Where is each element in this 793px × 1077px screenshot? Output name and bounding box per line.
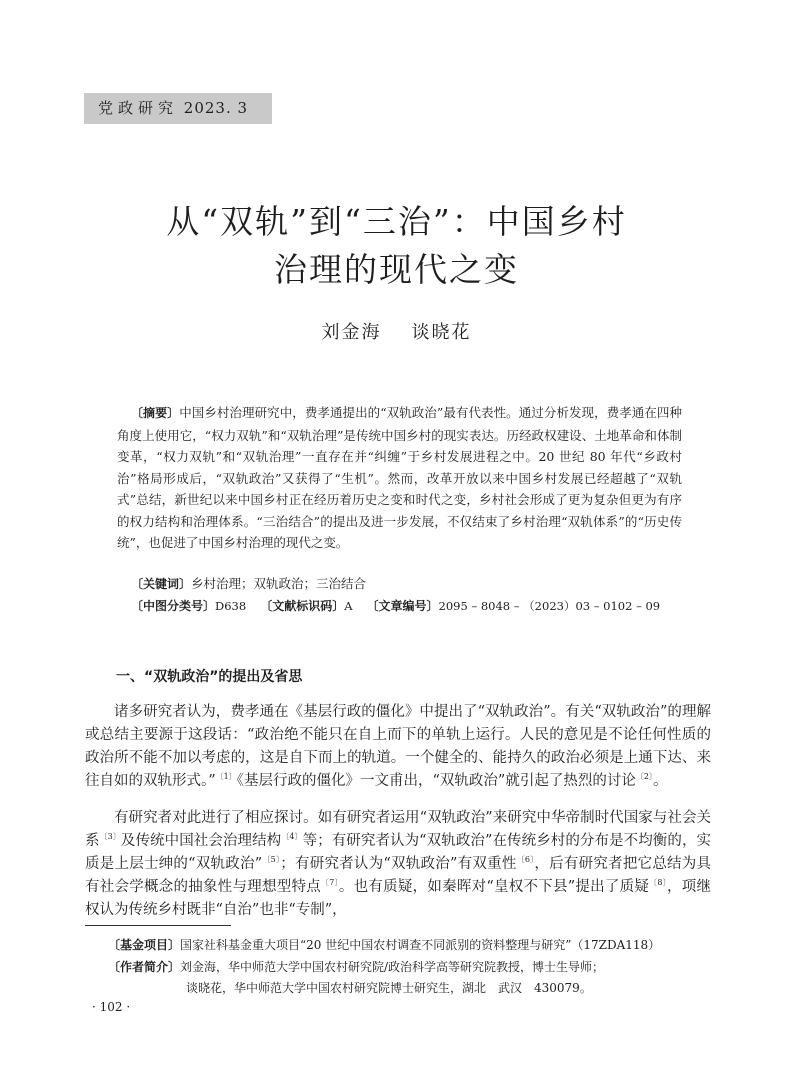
- article-number-value: 2095 – 8048 – （2023）03 – 0102 – 09: [438, 599, 661, 613]
- citation-2: 〔2〕: [635, 772, 653, 781]
- para2-text-a: 有研究者对此进行了相应探讨。如有研究者运用“双轨政治”来研究中华帝制时代国家与社会关系: [85, 810, 711, 849]
- keywords-text: 乡村治理；双轨政治；三治结合: [191, 576, 367, 591]
- section-heading: 一、“双轨政治”的提出及省思: [116, 669, 303, 685]
- citation-8: 〔8〕: [649, 878, 668, 887]
- clc-value: D638: [215, 599, 247, 613]
- doc-code-value: A: [344, 599, 353, 613]
- para2-text-d: ；有研究者认为“双轨政治”有双重性: [280, 856, 517, 872]
- author-info-label: 〔作者简介〕: [108, 960, 181, 974]
- para2-text-b: 及传统中国社会治理结构: [120, 833, 282, 849]
- author-1: 刘金海: [321, 322, 382, 343]
- keywords: [131, 574, 366, 592]
- doc-code-label: 〔文献标识码〕: [260, 599, 345, 613]
- citation-6: 〔6〕: [516, 855, 535, 864]
- para1-text-b: 《基层行政的僵化》一文甫出，“双轨政治”就引起了热烈的讨论: [236, 773, 636, 789]
- page-number: · 102 ·: [92, 1000, 131, 1014]
- journal-issue: 2023. 3: [183, 99, 249, 117]
- abstract: [117, 402, 682, 554]
- para2-text-c: 等；有研究者认为“双轨政治”在传统乡村的分布是不均衡的，实质是上层士绅的“双轨政治”: [85, 833, 712, 872]
- body-paragraph-1: [85, 701, 711, 793]
- footnote-author: [108, 958, 604, 975]
- abstract-label: 〔摘要〕: [131, 406, 180, 420]
- citation-7: 〔7〕: [321, 878, 339, 887]
- footnote-divider: [85, 925, 231, 926]
- author-info-line-1: 刘金海，华中师范大学中国农村研究院/政治科学高等研究院教授，博士生导师；: [180, 960, 605, 974]
- journal-header-band: [84, 93, 272, 124]
- fund-text: 国家社科基金重大项目“20 世纪中国农村调查不同派别的资料整理与研究”（17ZDA118）: [180, 938, 661, 952]
- keywords-label: 〔关键词〕: [131, 577, 192, 591]
- body-paragraph-2: [85, 807, 711, 922]
- classification-line: [131, 597, 660, 614]
- authors: [0, 318, 793, 344]
- author-2: 谈晓花: [411, 322, 472, 343]
- footnote-fund: [108, 936, 660, 953]
- citation-5: 〔5〕: [262, 855, 281, 864]
- para1-text-c: 。: [652, 773, 668, 789]
- clc-label: 〔中图分类号〕: [131, 599, 216, 613]
- journal-name: 党政研究: [98, 99, 179, 117]
- abstract-text: 中国乡村治理研究中，费孝通提出的“双轨政治”最有代表性。通过分析发现，费孝通在四种角度上使用它，“权力双轨”和“双轨治理”是传统中国乡村的现实表达。历经政权建设、土地革命和体制变革，“权力双轨”和“双轨治理”一直存在并“纠缠”于乡村发展进程之中。20 世纪 80 年代“乡政村治”格局形成后，“双轨政治”又获得了“生机”。然而，改革开放以来中国乡村发展已经超越了“双轨式”总结，新世纪以来中国乡村正在经历着历史之变和时代之变，乡村社会形成了更为复杂但更为有序的权力结构和治理体系。“三治结合”的提出及进一步发展，不仅结束了乡村治理“双轨体系”的“历史传统”，也促进了中国乡村治理的现代之变。: [117, 405, 682, 550]
- para2-text-g: ，项继权认为传统乡村既非“自治”也非“专制”，: [85, 879, 712, 918]
- fund-label: 〔基金项目〕: [108, 938, 181, 952]
- citation-4: 〔4〕: [281, 832, 303, 841]
- para1-text-a: 诸多研究者认为，费孝通在《基层行政的僵化》中提出了“双轨政治”。有关“双轨政治”的理解或总结主要源于这段话：“政治绝不能只在自上而下的单轨上运行。人民的意见是不论任何性质的政治所不能不加以考虑的，这是自下而上的轨道。一个健全的、能持久的政治必须是上通下达、来往自如的双轨形式。”: [85, 704, 711, 789]
- para2-text-e: ，后有研究者把它总结为具有社会学概念的抽象性与理想型特点: [85, 856, 712, 895]
- article-title-line-2: 治理的现代之变: [274, 250, 519, 289]
- citation-1: 〔1〕: [215, 772, 237, 781]
- article-number-label: 〔文章编号〕: [366, 599, 439, 613]
- para2-text-f: 。也有质疑，如秦晖对“皇权不下县”提出了质疑: [338, 879, 650, 895]
- author-info-line-2: 谈晓花，华中师范大学中国农村研究院博士研究生，湖北 武汉 430079。: [186, 981, 592, 995]
- article-title-line-1: 从“双轨”到“三治”：中国乡村: [166, 202, 627, 241]
- citation-3: 〔3〕: [99, 832, 121, 841]
